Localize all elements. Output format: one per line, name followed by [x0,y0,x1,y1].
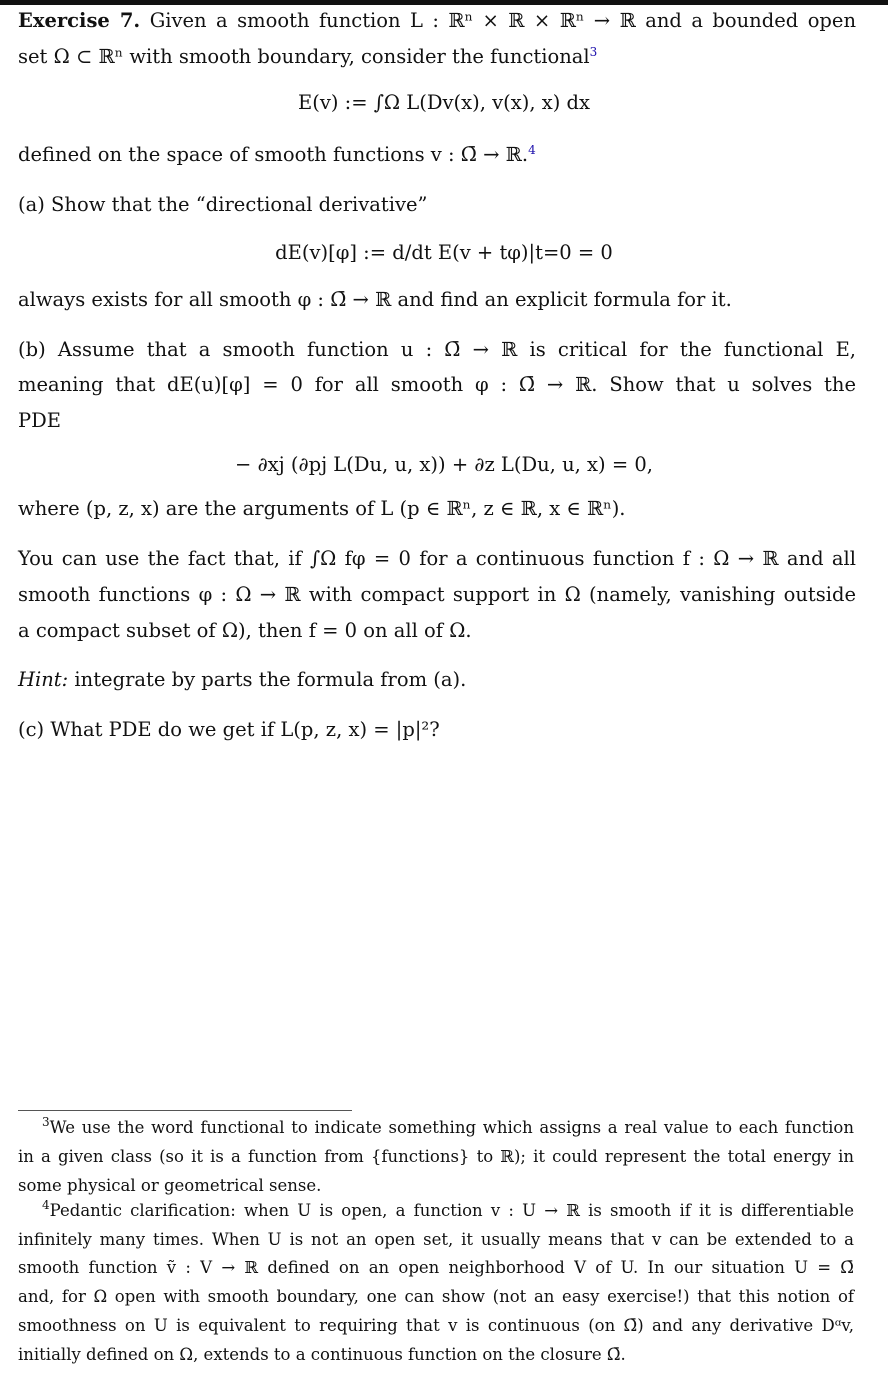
footnote-3-line-3: some physical or geometrical sense. [18,1176,322,1195]
part-c-label: (c) [18,718,45,741]
part-a-label: (a) [18,193,45,216]
part-a-line [18,192,856,218]
footnote-4-line-4: and, for Ω open with smooth boundary, one can show (not an easy exercise!) that this notion of [18,1287,854,1306]
part-a-conclusion: always exists for all smooth φ : Ω̄ → ℝ and find an explicit formula for it. [18,288,732,311]
footnote-4-line-6: initially defined on Ω, extends to a continuous function on the closure Ω̄. [18,1345,626,1364]
part-b-text-1: Assume that a smooth function u : Ω̄ → ℝ is critical for the functional E, [57,338,857,361]
fact-line-3: a compact subset of Ω), then f = 0 on all of Ω. [18,619,472,642]
euler-lagrange-pde: − ∂xj (∂pj L(Du, u, x)) + ∂z L(Du, u, x) = 0, [235,453,653,476]
hint-label: Hint: [18,668,69,691]
footnote-4-line-2: infinitely many times. When U is not an open set, it usually means that v can be extended to a [18,1230,854,1249]
intro-text-1: Given a smooth function L : ℝⁿ × ℝ × ℝⁿ → ℝ and a bounded open [149,9,857,32]
footnote-ref-4[interactable]: 4 [528,143,536,157]
fact-line-1: You can use the fact that, if ∫Ω fφ = 0 for a continuous function f : Ω → ℝ and all [18,547,856,570]
footnote-4-text-1: Pedantic clarification: when U is open, a function v : U → ℝ is smooth if it is differentiable [49,1201,854,1220]
fact-line-2: smooth functions φ : Ω → ℝ with compact support in Ω (namely, vanishing outside [18,583,856,606]
part-b-label: (b) [18,338,46,361]
footnote-4-line-3: smooth function ṽ : V → ℝ defined on an open neighborhood V of U. In our situation U = Ω̄ [18,1258,854,1277]
energy-formula: E(v) := ∫Ω L(Dv(x), v(x), x) dx [297,91,591,114]
hint-text: integrate by parts the formula from (a). [74,668,467,691]
exercise-heading: Exercise 7. [18,9,141,32]
part-a-text: Show that the “directional derivative” [51,193,428,216]
part-b-line-3: PDE [18,409,61,432]
part-b-line-2: meaning that dE(u)[φ] = 0 for all smooth φ : Ω̄ → ℝ. Show that u solves the [18,373,856,396]
footnote-ref-3[interactable]: 3 [589,45,598,59]
footnote-3-line-1 [42,1117,854,1139]
part-b-line-1 [18,337,856,363]
footnote-3-line-2: in a given class (so it is a function from {functions} to ℝ); it could represent the total energy in [18,1147,854,1166]
footnote-3-mark: 3 [42,1115,50,1129]
part-c-line [18,717,856,743]
intro-text-2: set Ω ⊂ ℝⁿ with smooth boundary, consider the functional [18,45,590,68]
hint-line [18,667,856,693]
footnote-3-text-1: We use the word functional to indicate something which assigns a real value to each function [49,1118,854,1137]
arguments-line: where (p, z, x) are the arguments of L (p ∈ ℝⁿ, z ∈ ℝ, x ∈ ℝⁿ). [18,497,626,520]
defined-on-line [18,142,856,168]
defined-on-text: defined on the space of smooth functions v : Ω̄ → ℝ. [18,143,529,166]
footnote-4-line-5: smoothness on U is equivalent to requiring that v is continuous (on Ω̄) and any derivative Dᵅv, [18,1316,854,1335]
intro-line-1 [18,8,856,34]
footnote-rule [18,1110,352,1111]
footnote-4-line-1 [42,1200,854,1222]
intro-line-2 [18,44,856,70]
top-border [0,0,888,5]
part-c-text: What PDE do we get if L(p, z, x) = |p|²? [50,718,440,741]
footnote-4-mark: 4 [42,1198,50,1212]
directional-derivative-formula: dE(v)[φ] := d/dt E(v + tφ)|t=0 = 0 [275,241,613,264]
